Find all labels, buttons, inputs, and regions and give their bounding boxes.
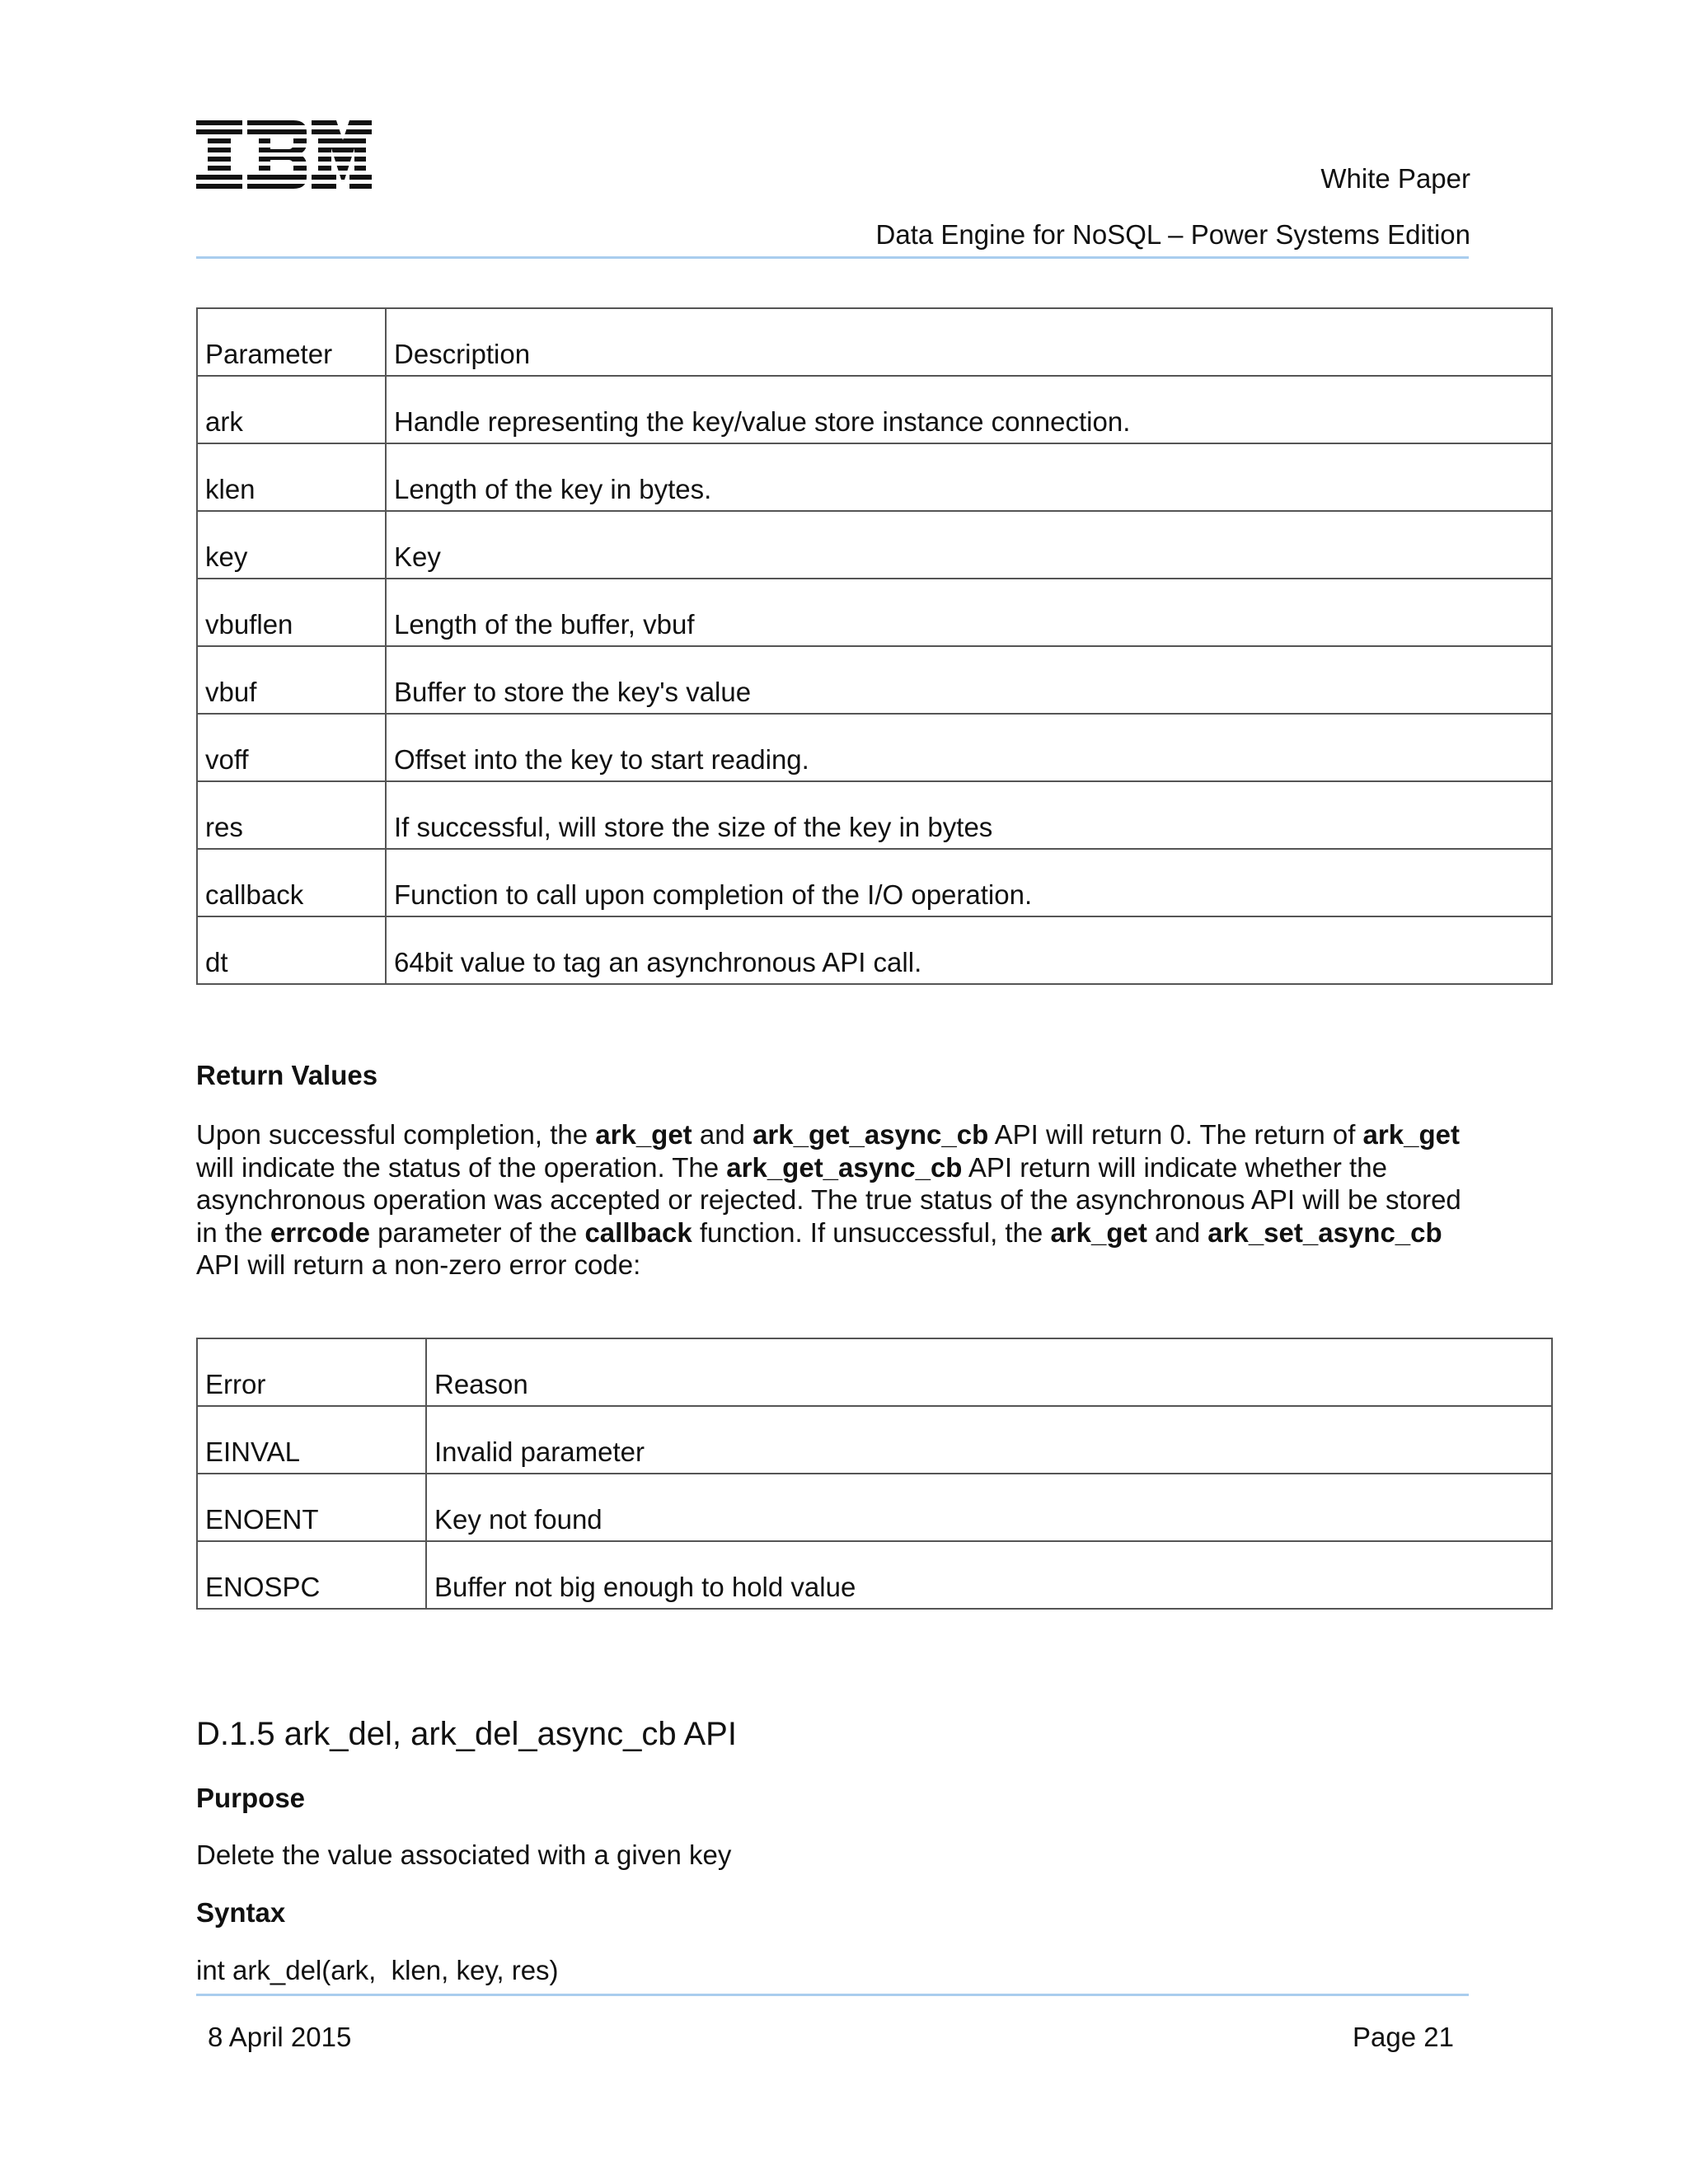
api-term: ark_get [595,1119,692,1150]
purpose-heading: Purpose [196,1783,306,1813]
table-cell: klen [197,443,386,511]
api-term: errcode [270,1216,370,1248]
paragraph-text: parameter of the [369,1216,585,1248]
table-header-row [197,1338,1552,1406]
table-cell: Offset into the key to start reading. [386,714,1552,781]
paragraph-text: and [1146,1216,1208,1248]
page-number: Page 21 [1353,2022,1454,2052]
parameter-row [197,781,1552,849]
table-header-cell: Description [386,308,1552,376]
footer-divider [196,1994,1469,1996]
parameter-row [197,849,1552,916]
parameters-table [196,307,1553,985]
parameter-row [197,714,1552,781]
table-header-cell: Error [197,1338,426,1406]
table-cell: res [197,781,386,849]
api-term: ark_get_async_cb [753,1119,989,1150]
table-cell: Length of the key in bytes. [386,443,1552,511]
parameter-row [197,579,1552,646]
api-term: ark_get [1050,1216,1147,1248]
table-cell: ark [197,376,386,443]
ibm-logo [196,120,373,190]
section-title: D.1.5 ark_del, ark_del_async_cb API [196,1716,737,1752]
parameter-row [197,511,1552,579]
table-cell: vbuf [197,646,386,714]
table-header-cell: Reason [426,1338,1552,1406]
paragraph-text: API will return 0. The return of [988,1119,1363,1150]
document-type: White Paper [1320,163,1470,194]
table-cell: ENOENT [197,1474,426,1541]
syntax-heading: Syntax [196,1897,286,1928]
error-row [197,1474,1552,1541]
table-cell: key [197,511,386,579]
error-row [197,1541,1552,1609]
parameter-row [197,916,1552,984]
error-row [197,1406,1552,1474]
table-cell: dt [197,916,386,984]
paragraph-text: function. If unsuccessful, the [692,1216,1051,1248]
table-cell: Function to call upon completion of the I/O operation. [386,849,1552,916]
header-divider [196,256,1469,259]
table-cell: callback [197,849,386,916]
api-term: callback [584,1216,692,1248]
parameter-row [197,376,1552,443]
table-cell: Buffer to store the key's value [386,646,1552,714]
api-term: ark_get_async_cb [726,1151,963,1183]
paragraph-text: API return will indicate whether the asynchronous operation was accepted or rejected. The true status of the asynchronous API will be stored in the [196,1151,1461,1248]
document-subtitle: Data Engine for NoSQL – Power Systems Edition [875,219,1470,250]
return-values-paragraph [196,1118,1482,1282]
paragraph-text: will indicate the status of the operation. The [196,1151,727,1183]
footer-date: 8 April 2015 [208,2022,352,2052]
table-cell: vbuflen [197,579,386,646]
syntax-text: int ark_del(ark, klen, key, res) [196,1955,559,1985]
table-header-row [197,308,1552,376]
table-cell: Buffer not big enough to hold value [426,1541,1552,1609]
table-cell: Key not found [426,1474,1552,1541]
return-values-heading: Return Values [196,1060,378,1090]
table-cell: Key [386,511,1552,579]
table-cell: Length of the buffer, vbuf [386,579,1552,646]
table-cell: EINVAL [197,1406,426,1474]
table-header-cell: Parameter [197,308,386,376]
purpose-text: Delete the value associated with a given key [196,1840,732,1870]
table-cell: Handle representing the key/value store instance connection. [386,376,1552,443]
api-term: ark_get [1362,1119,1460,1150]
paragraph-text: API will return a non-zero error code: [196,1249,641,1280]
api-term: ark_set_async_cb [1207,1216,1442,1248]
parameter-row [197,443,1552,511]
table-cell: voff [197,714,386,781]
errors-table [196,1338,1553,1610]
paragraph-text: Upon successful completion, the [196,1119,596,1150]
table-cell: Invalid parameter [426,1406,1552,1474]
table-cell: ENOSPC [197,1541,426,1609]
paragraph-text: and [692,1119,753,1150]
parameter-row [197,646,1552,714]
table-cell: If successful, will store the size of the key in bytes [386,781,1552,849]
table-cell: 64bit value to tag an asynchronous API call. [386,916,1552,984]
